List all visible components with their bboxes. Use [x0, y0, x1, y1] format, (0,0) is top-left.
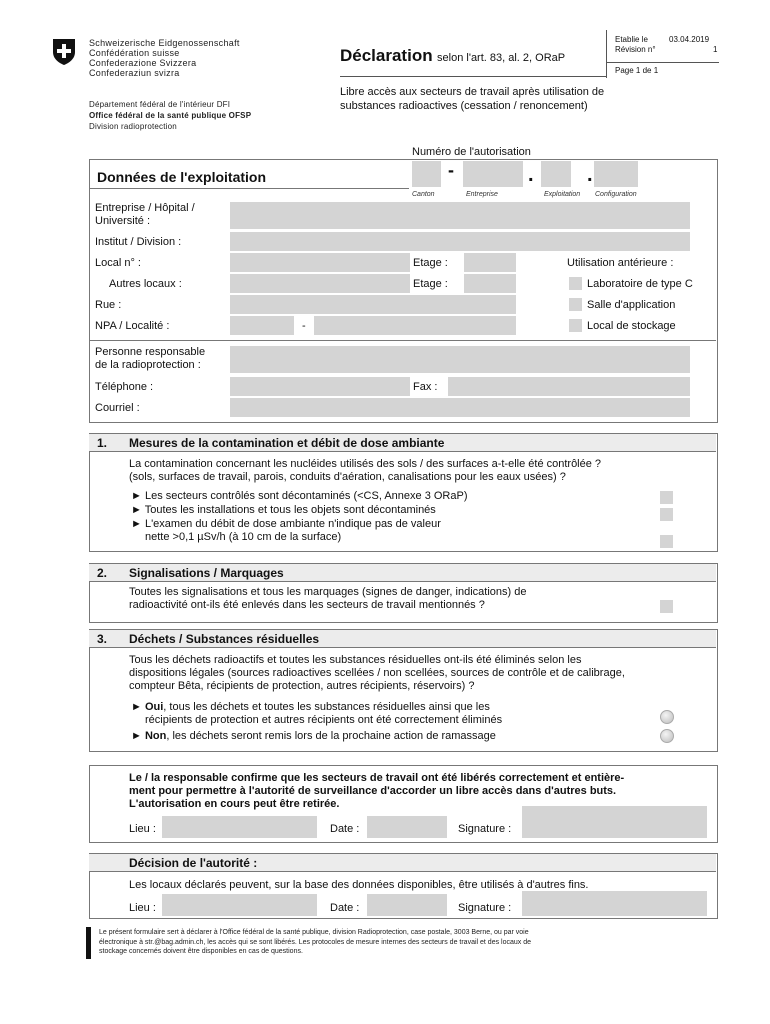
entreprise-caption: Entreprise	[466, 191, 498, 198]
section-1-intro-line-2: (sols, surfaces de travail, parois, conduits d'aération, canalisations pour les eaux usées) ?	[129, 471, 566, 483]
title-bold: Déclaration	[340, 46, 433, 65]
bullet-debit-dose: ► L'examen du débit de dose ambiante n'indique pas de valeur nette >0,1 µSv/h (à 10 cm de la surface)	[131, 518, 441, 543]
bullet-decontamines-text: Les secteurs contrôlés sont décontaminés (<CS, Annexe 3 ORaP)	[144, 490, 468, 502]
labo-type-c-label: Laboratoire de type C	[587, 278, 693, 290]
footer-note	[99, 928, 531, 957]
section-1-header	[89, 433, 716, 452]
telephone-label: Téléphone :	[95, 381, 154, 393]
confirmation-date-field[interactable]	[367, 816, 447, 838]
section-2-title: Signalisations / Marquages	[129, 566, 284, 580]
footer-line-3: stockage concernés doivent être disponibles en cas de questions.	[99, 948, 303, 955]
page-number: Page 1 de 1	[615, 66, 659, 75]
courriel-label: Courriel :	[95, 402, 140, 414]
etage-2-label: Etage :	[413, 278, 448, 290]
canton-field[interactable]	[412, 161, 441, 187]
installations-checkbox[interactable]	[660, 508, 673, 521]
decision-date-label: Date :	[330, 902, 360, 914]
npa-field[interactable]	[230, 316, 294, 335]
canton-caption: Canton	[412, 191, 435, 198]
org-line-it: Confederazione Svizzera	[89, 58, 197, 68]
section-3-text-line-3: compteur Bêta, récipients de protection, autres récipients, réservoirs) ?	[129, 680, 475, 692]
etage-label: Etage :	[413, 257, 448, 269]
personne-label-line-2: de la radioprotection :	[95, 359, 201, 371]
org-line-rm: Confederaziun svizra	[89, 68, 180, 78]
exploitation-divider	[89, 340, 716, 341]
telephone-field[interactable]	[230, 377, 410, 396]
revision-box	[606, 30, 719, 78]
salle-application-checkbox[interactable]	[569, 298, 582, 311]
fax-field[interactable]	[448, 377, 690, 396]
entreprise-number-field[interactable]	[463, 161, 523, 187]
section-1-intro	[129, 458, 601, 484]
non-radio[interactable]	[660, 729, 674, 743]
confirmation-lieu-label: Lieu :	[129, 823, 156, 835]
section-3-number: 3.	[97, 632, 108, 646]
entreprise-label	[95, 202, 195, 228]
revision-label: Révision n°	[615, 45, 656, 54]
org-name	[89, 38, 240, 78]
local-field[interactable]	[230, 253, 410, 272]
autres-locaux-field[interactable]	[230, 274, 410, 293]
section-1-number: 1.	[97, 436, 108, 450]
section-1-title: Mesures de la contamination et débit de dose ambiante	[129, 436, 445, 450]
exploitation-caption: Exploitation	[544, 191, 581, 198]
decision-date-field[interactable]	[367, 894, 447, 916]
subtitle-line-2: substances radioactives (cessation / renoncement)	[340, 100, 588, 112]
bullet-debit-dose-line-1: L'examen du débit de dose ambiante n'indique pas de valeur	[144, 518, 441, 530]
confirmation-line-3: L'autorisation en cours peut être retirée.	[129, 798, 340, 810]
swiss-coat-of-arms	[52, 38, 76, 66]
department-name	[89, 99, 251, 132]
subtitle-line-1: Libre accès aux secteurs de travail après utilisation de	[340, 86, 605, 98]
footer-line-2: électronique à str.@bag.admin.ch, les accès qui se sont libérés. Les protocoles de mesure internes des secteurs de travail et des locaux de	[99, 938, 532, 946]
option-oui-text: , tous les déchets et toutes les substances résiduelles ainsi que les	[163, 701, 490, 713]
npa-label: NPA / Localité :	[95, 320, 170, 332]
bullet-decontamines: ► Les secteurs contrôlés sont décontaminés (<CS, Annexe 3 ORaP)	[131, 490, 468, 502]
salle-application-label: Salle d'application	[587, 299, 676, 311]
decision-signature-label: Signature :	[458, 902, 512, 914]
option-non-text: , les déchets seront remis lors de la prochaine action de ramassage	[166, 730, 496, 742]
confirmation-lieu-field[interactable]	[162, 816, 317, 838]
section-2-text	[129, 586, 526, 612]
etage-2-field[interactable]	[464, 274, 516, 293]
section-1-intro-line-1: La contamination concernant les nucléides utilisés des sols / des surfaces a-t-elle été contrôlée ?	[129, 458, 602, 470]
rue-field[interactable]	[230, 295, 516, 314]
exploitation-title: Données de l'exploitation	[97, 169, 267, 185]
entreprise-label-line-1: Entreprise / Hôpital /	[95, 202, 195, 214]
footer-line-1: Le présent formulaire sert à déclarer à l'Office fédéral de la santé publique, division Radioprotection, case postale, 3003 Berne, ou par voie	[99, 929, 529, 936]
decision-lieu-field[interactable]	[162, 894, 317, 916]
auth-dot-2: .	[587, 164, 593, 186]
revision-value: 1	[713, 45, 718, 54]
option-non-bold: Non	[144, 730, 167, 742]
localite-field[interactable]	[314, 316, 516, 335]
section-2-text-line-1: Toutes les signalisations et tous les marquages (signes de danger, indications) de	[129, 586, 527, 598]
section-2-text-line-2: radioactivité ont-ils été enlevés dans les secteurs de travail mentionnés ?	[129, 599, 485, 611]
etage-field[interactable]	[464, 253, 516, 272]
section-3-header	[89, 629, 716, 648]
option-oui: ► Oui, tous les déchets et toutes les substances résiduelles ainsi que les récipients de protection et autres récipients ont été correctement éliminés	[131, 701, 503, 726]
decision-lieu-label: Lieu :	[129, 902, 156, 914]
option-non: ► Non, les déchets seront remis lors de la prochaine action de ramassage	[131, 730, 496, 742]
confirmation-signature-field[interactable]	[522, 806, 707, 838]
option-oui-line-2: récipients de protection et autres récipients ont été correctement éliminés	[145, 714, 503, 726]
personne-label-line-1: Personne responsable	[95, 346, 206, 358]
dept-line-1: Département fédéral de l'intérieur DFI	[89, 100, 231, 109]
dept-line-3: Division radioprotection	[89, 122, 177, 131]
courriel-field[interactable]	[230, 398, 690, 417]
section-2-number: 2.	[97, 566, 108, 580]
decision-text: Les locaux déclarés peuvent, sur la base des données disponibles, être utilisés à d'autres fins.	[129, 879, 589, 891]
signalisations-checkbox[interactable]	[660, 600, 673, 613]
labo-type-c-checkbox[interactable]	[569, 277, 582, 290]
configuration-number-field[interactable]	[594, 161, 638, 187]
autres-locaux-label: Autres locaux :	[109, 278, 182, 290]
auth-dash: -	[448, 160, 454, 180]
decision-signature-field[interactable]	[522, 891, 707, 916]
title-rest: selon l'art. 83, al. 2, ORaP	[437, 52, 566, 64]
entreprise-field[interactable]	[230, 202, 690, 229]
decontamines-checkbox[interactable]	[660, 491, 673, 504]
entreprise-label-line-2: Université :	[95, 215, 151, 227]
section-3-text	[129, 654, 625, 693]
local-label: Local n° :	[95, 257, 141, 269]
document-subtitle	[340, 85, 604, 113]
title-underline	[340, 76, 606, 77]
option-oui-bold: Oui	[144, 701, 164, 713]
decision-title: Décision de l'autorité :	[129, 856, 258, 870]
oui-radio[interactable]	[660, 710, 674, 724]
etablie-date: 03.04.2019	[669, 35, 710, 44]
institut-label: Institut / Division :	[95, 236, 182, 248]
dept-line-2: Office fédéral de la santé publique OFSP	[89, 111, 252, 120]
fax-label: Fax :	[413, 381, 438, 393]
local-stockage-checkbox[interactable]	[569, 319, 582, 332]
section-3-text-line-2: dispositions légales (sources radioactives scellées / non scellées, sources de contrôle et de calibrage,	[129, 667, 625, 679]
personne-field[interactable]	[230, 346, 690, 373]
bullet-installations: ► Toutes les installations et tous les objets sont décontaminés	[131, 504, 436, 516]
confirmation-signature-label: Signature :	[458, 823, 512, 835]
exploitation-number-field[interactable]	[541, 161, 571, 187]
confirmation-date-label: Date :	[330, 823, 360, 835]
etablie-label: Etablie le	[615, 35, 648, 44]
section-3-text-line-1: Tous les déchets radioactifs et toutes les substances résiduelles ont-ils été éliminés selon les	[129, 654, 582, 666]
confirmation-line-1: Le / la responsable confirme que les secteurs de travail ont été libérés correctement et entière-	[129, 772, 625, 784]
org-line-de: Schweizerische Eidgenossenschaft	[89, 38, 240, 48]
section-3-title: Déchets / Substances résiduelles	[129, 632, 320, 646]
utilisation-label: Utilisation antérieure :	[567, 257, 674, 269]
configuration-caption: Configuration	[595, 191, 637, 198]
org-line-fr: Confédération suisse	[89, 48, 180, 58]
npa-dash: -	[302, 320, 306, 332]
personne-label	[95, 346, 205, 372]
rue-label: Rue :	[95, 299, 122, 311]
section-2-header	[89, 563, 716, 582]
local-stockage-label: Local de stockage	[587, 320, 676, 332]
confirmation-line-2: ment pour permettre à l'autorité de surveillance d'accorder un libre accès dans d'autres buts.	[129, 785, 617, 797]
exploitation-title-divider	[89, 188, 409, 189]
bullet-debit-dose-line-2: nette >0,1 µSv/h (à 10 cm de la surface)	[145, 531, 342, 543]
document-title	[340, 46, 565, 66]
auth-dot-1: .	[528, 164, 534, 186]
decision-header	[89, 853, 716, 872]
institut-field[interactable]	[230, 232, 690, 251]
bullet-installations-text: Toutes les installations et tous les objets sont décontaminés	[144, 504, 436, 516]
debit-dose-checkbox[interactable]	[660, 535, 673, 548]
auth-number-label: Numéro de l'autorisation	[412, 146, 531, 158]
footer-bar	[86, 927, 91, 959]
